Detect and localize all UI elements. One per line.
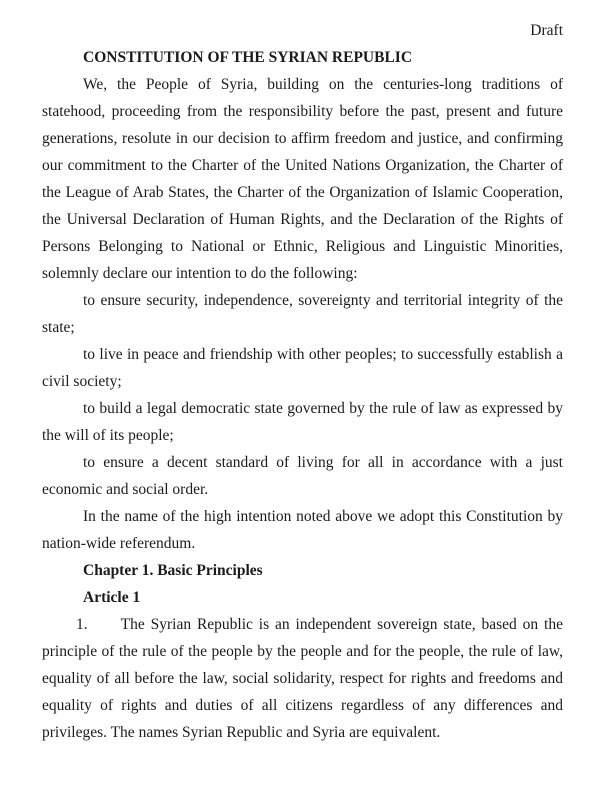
preamble-paragraph-3: to live in peace and friendship with other peoples; to successfully establish a civil society; — [42, 346, 563, 390]
preamble-paragraph-1: We, the People of Syria, building on the centuries-long traditions of statehood, proceeding from the responsibility before the past, present and future generations, resolute in our decision to affirm freedom and justice, and confirming our commitment to the Charter of the United Nations Organization, the Charter of the League of Arab States, the Charter of the Organization of Islamic Cooperation, the Universal Declaration of Human Rights, and the Declaration of the Rights of Persons Belonging to National or Ethnic, Religious and Linguistic Minorities, solemnly declare our intention to do the following: — [42, 76, 563, 282]
preamble-paragraph-2: to ensure security, independence, sovereignty and territorial integrity of the state; — [42, 292, 563, 336]
clause-number: 1. — [76, 616, 88, 633]
chapter-1-heading: Chapter 1. Basic Principles — [83, 562, 263, 579]
document-title: CONSTITUTION OF THE SYRIAN REPUBLIC — [83, 49, 413, 66]
preamble-paragraph-5: to ensure a decent standard of living for all in accordance with a just economic and social order. — [42, 454, 563, 498]
clause-text: The Syrian Republic is an independent sovereign state, based on the principle of the rule of the people by the people and for the people, the rule of law, equality of all before the law, social solidarity, respect for rights and freedoms and equality of rights and duties of all citizens regardless of any differences and privileges. The names Syrian Republic and Syria are equivalent. — [42, 616, 563, 741]
draft-label: Draft — [530, 22, 563, 39]
article-1-heading: Article 1 — [83, 589, 141, 606]
preamble-paragraph-4: to build a legal democratic state governed by the rule of law as expressed by the will of its people; — [42, 400, 563, 444]
preamble-paragraph-6: In the name of the high intention noted above we adopt this Constitution by nation-wide referendum. — [42, 508, 563, 552]
article-1-clause-1 — [42, 611, 563, 746]
